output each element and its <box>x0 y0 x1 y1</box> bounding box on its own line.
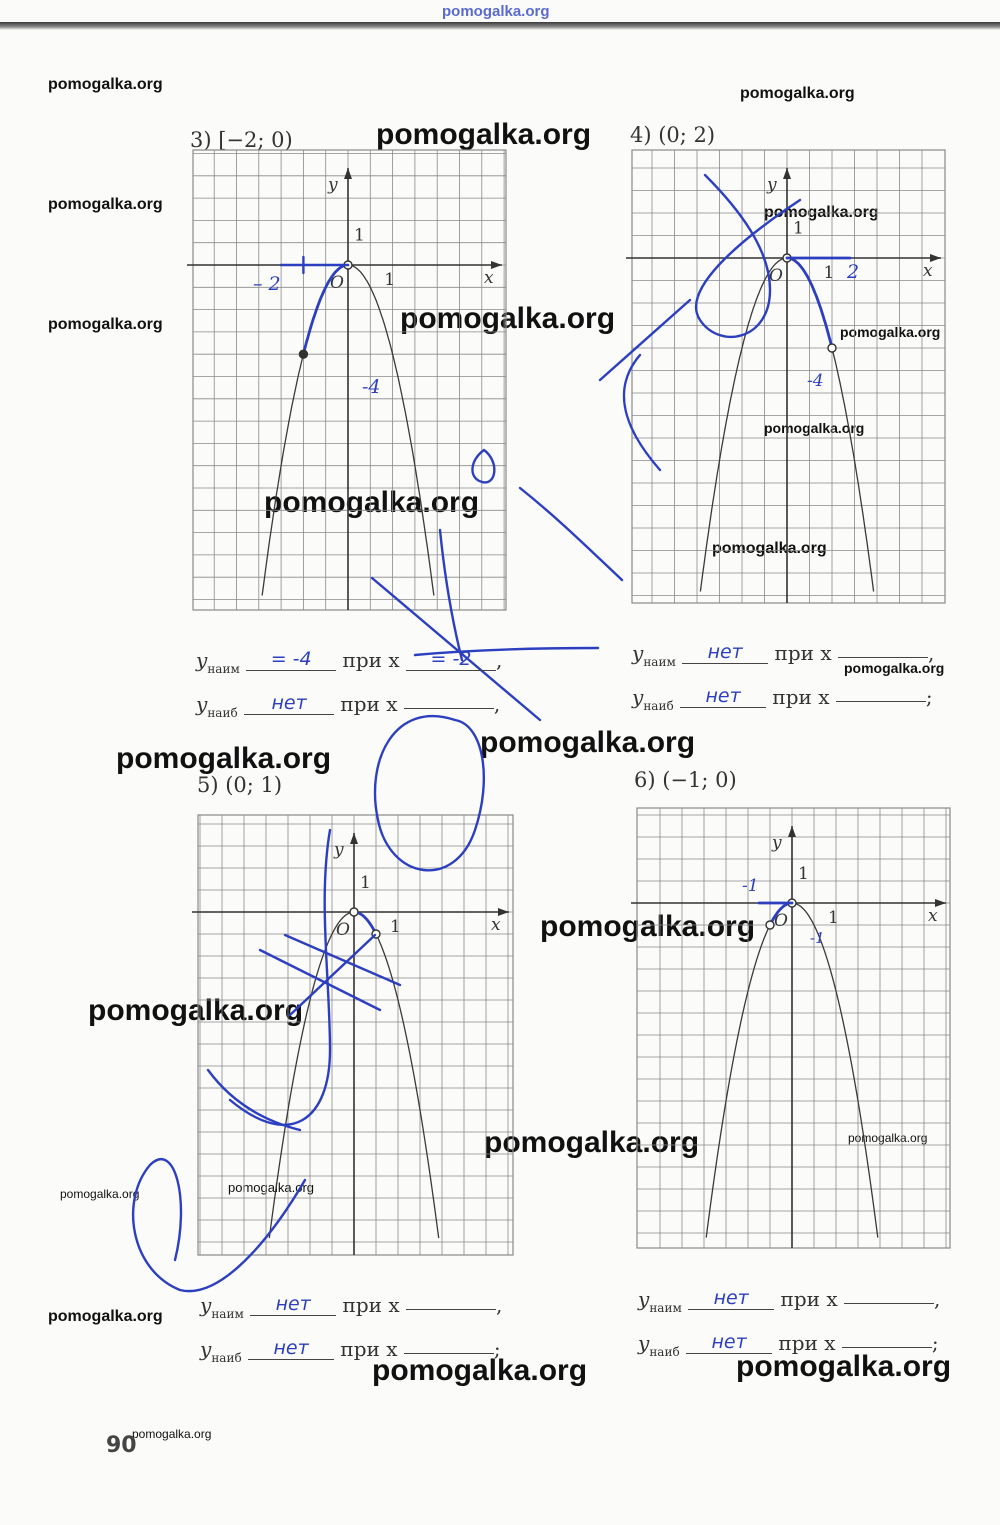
watermark: pomogalka.org <box>712 540 827 557</box>
watermark: pomogalka.org <box>376 118 592 151</box>
pen-scribble <box>285 935 400 985</box>
pen-scribble <box>520 488 622 580</box>
grid-frame <box>637 808 950 1248</box>
task-5-label: 5) (0; 1) <box>197 773 283 797</box>
x-unit-label: 1 <box>828 908 839 928</box>
watermark-top: pomogalka.org <box>442 3 550 20</box>
endpoint-open <box>766 921 774 929</box>
x-max-value <box>404 708 494 709</box>
answer-max-3: $y_{наиб}$ нет при x , <box>196 692 501 720</box>
origin-label: O <box>774 911 788 931</box>
watermark: pomogalka.org <box>400 302 616 335</box>
endpoint-open <box>828 344 836 352</box>
x-min-value <box>838 657 928 658</box>
answer-min-5: $y_{наим}$ нет при x , <box>200 1293 503 1321</box>
origin-label: O <box>769 266 783 286</box>
handwritten-label: 2 <box>847 261 860 283</box>
answer-max-6: $y_{наиб}$ нет при x ; <box>638 1331 939 1359</box>
y-max-value: нет <box>686 1331 772 1354</box>
answer-max-5: $y_{наиб}$ нет при x ; <box>200 1337 501 1365</box>
y-max-value: нет <box>680 685 766 708</box>
watermark: pomogalka.org <box>228 1180 314 1195</box>
x-axis-label: x <box>923 261 933 281</box>
answer-max-4: $y_{наиб}$ нет при x ; <box>632 685 933 713</box>
y-unit-label: 1 <box>354 225 365 246</box>
answer-min-3: $y_{наим} = -4$ при x = -2 , <box>196 648 503 676</box>
y-min-value: нет <box>250 1293 336 1316</box>
y-axis-label: y <box>334 840 344 860</box>
watermark: pomogalka.org <box>480 726 696 759</box>
y-axis-arrow <box>344 168 352 179</box>
task-6-label: 6) (−1; 0) <box>634 768 737 792</box>
y-axis-label: y <box>328 175 338 195</box>
y-axis-label: y <box>772 833 782 853</box>
watermark: pomogalka.org <box>48 316 163 333</box>
handwritten-label: -1 <box>810 929 825 947</box>
x-axis-label: x <box>484 268 494 288</box>
y-unit-label: 1 <box>360 873 371 893</box>
x-min-value <box>406 1309 496 1310</box>
x-axis-label: x <box>491 915 501 935</box>
endpoint-closed <box>299 350 307 358</box>
watermark: pomogalka.org <box>740 85 855 102</box>
watermark: pomogalka.org <box>736 1350 952 1383</box>
watermark: pomogalka.org <box>540 910 756 943</box>
watermark: pomogalka.org <box>48 1308 163 1325</box>
answer-min-6: $y_{наим}$ нет при x , <box>638 1287 941 1315</box>
handwritten-label: -4 <box>807 371 824 391</box>
pen-scribble <box>133 1159 305 1291</box>
x-unit-label: 1 <box>823 263 835 283</box>
pen-scribble <box>472 450 494 482</box>
handwritten-label: -4 <box>362 376 381 398</box>
watermark: pomogalka.org <box>764 204 879 221</box>
watermark: pomogalka.org <box>48 196 163 213</box>
origin-label: O <box>336 920 350 940</box>
endpoint-open <box>350 908 358 916</box>
grid-frame <box>193 150 506 610</box>
watermark: pomogalka.org <box>840 324 941 340</box>
watermark: pomogalka.org <box>48 76 163 93</box>
y-unit-label: 1 <box>793 218 804 239</box>
watermark: pomogalka.org <box>264 486 480 519</box>
watermark: pomogalka.org <box>60 1187 140 1201</box>
watermark: pomogalka.org <box>88 994 304 1027</box>
y-min-value: нет <box>682 641 768 664</box>
task-3-label: 3) [−2; 0) <box>190 128 293 152</box>
y-axis-label: y <box>767 175 777 195</box>
origin-label: O <box>330 273 344 293</box>
watermark: pomogalka.org <box>484 1126 700 1159</box>
pen-scribble <box>624 355 660 470</box>
grid-frame <box>198 815 513 1255</box>
watermark: pomogalka.org <box>372 1354 588 1387</box>
answer-min-4: $y_{наим}$ нет при x , <box>632 641 935 669</box>
x-max-value <box>404 1353 494 1354</box>
x-min-value <box>844 1303 934 1304</box>
x-axis-label: x <box>928 906 938 926</box>
handwritten-label: – 2 <box>253 273 281 295</box>
x-max-value <box>836 701 926 702</box>
page-number: 90 <box>106 1433 137 1458</box>
y-axis-arrow <box>788 826 796 837</box>
pen-scribble <box>375 716 484 870</box>
y-unit-label: 1 <box>798 864 809 884</box>
handwritten-label: -1 <box>742 876 759 896</box>
x-unit-label: 1 <box>384 270 396 290</box>
watermark: pomogalka.org <box>764 420 865 436</box>
y-axis-arrow <box>350 833 358 844</box>
pen-scribble <box>260 950 380 1010</box>
y-max-value: нет <box>248 1337 334 1360</box>
watermark: pomogalka.org <box>116 742 332 775</box>
x-min-value: = -2 <box>406 648 496 671</box>
y-min-value: = -4 <box>246 648 336 671</box>
task-4-label: 4) (0; 2) <box>630 123 716 147</box>
watermark: pomogalka.org <box>848 1131 928 1145</box>
pen-scribble <box>440 530 462 660</box>
x-unit-label: 1 <box>390 917 401 937</box>
grid-frame <box>632 150 945 603</box>
pen-scribble <box>600 300 690 380</box>
watermark: pomogalka.org <box>844 660 945 676</box>
watermark: pomogalka.org <box>132 1427 212 1441</box>
y-max-value: нет <box>244 692 334 715</box>
x-max-value <box>842 1347 932 1348</box>
y-min-value: нет <box>688 1287 774 1310</box>
pen-scribble <box>290 935 375 1015</box>
y-axis-arrow <box>783 168 791 179</box>
